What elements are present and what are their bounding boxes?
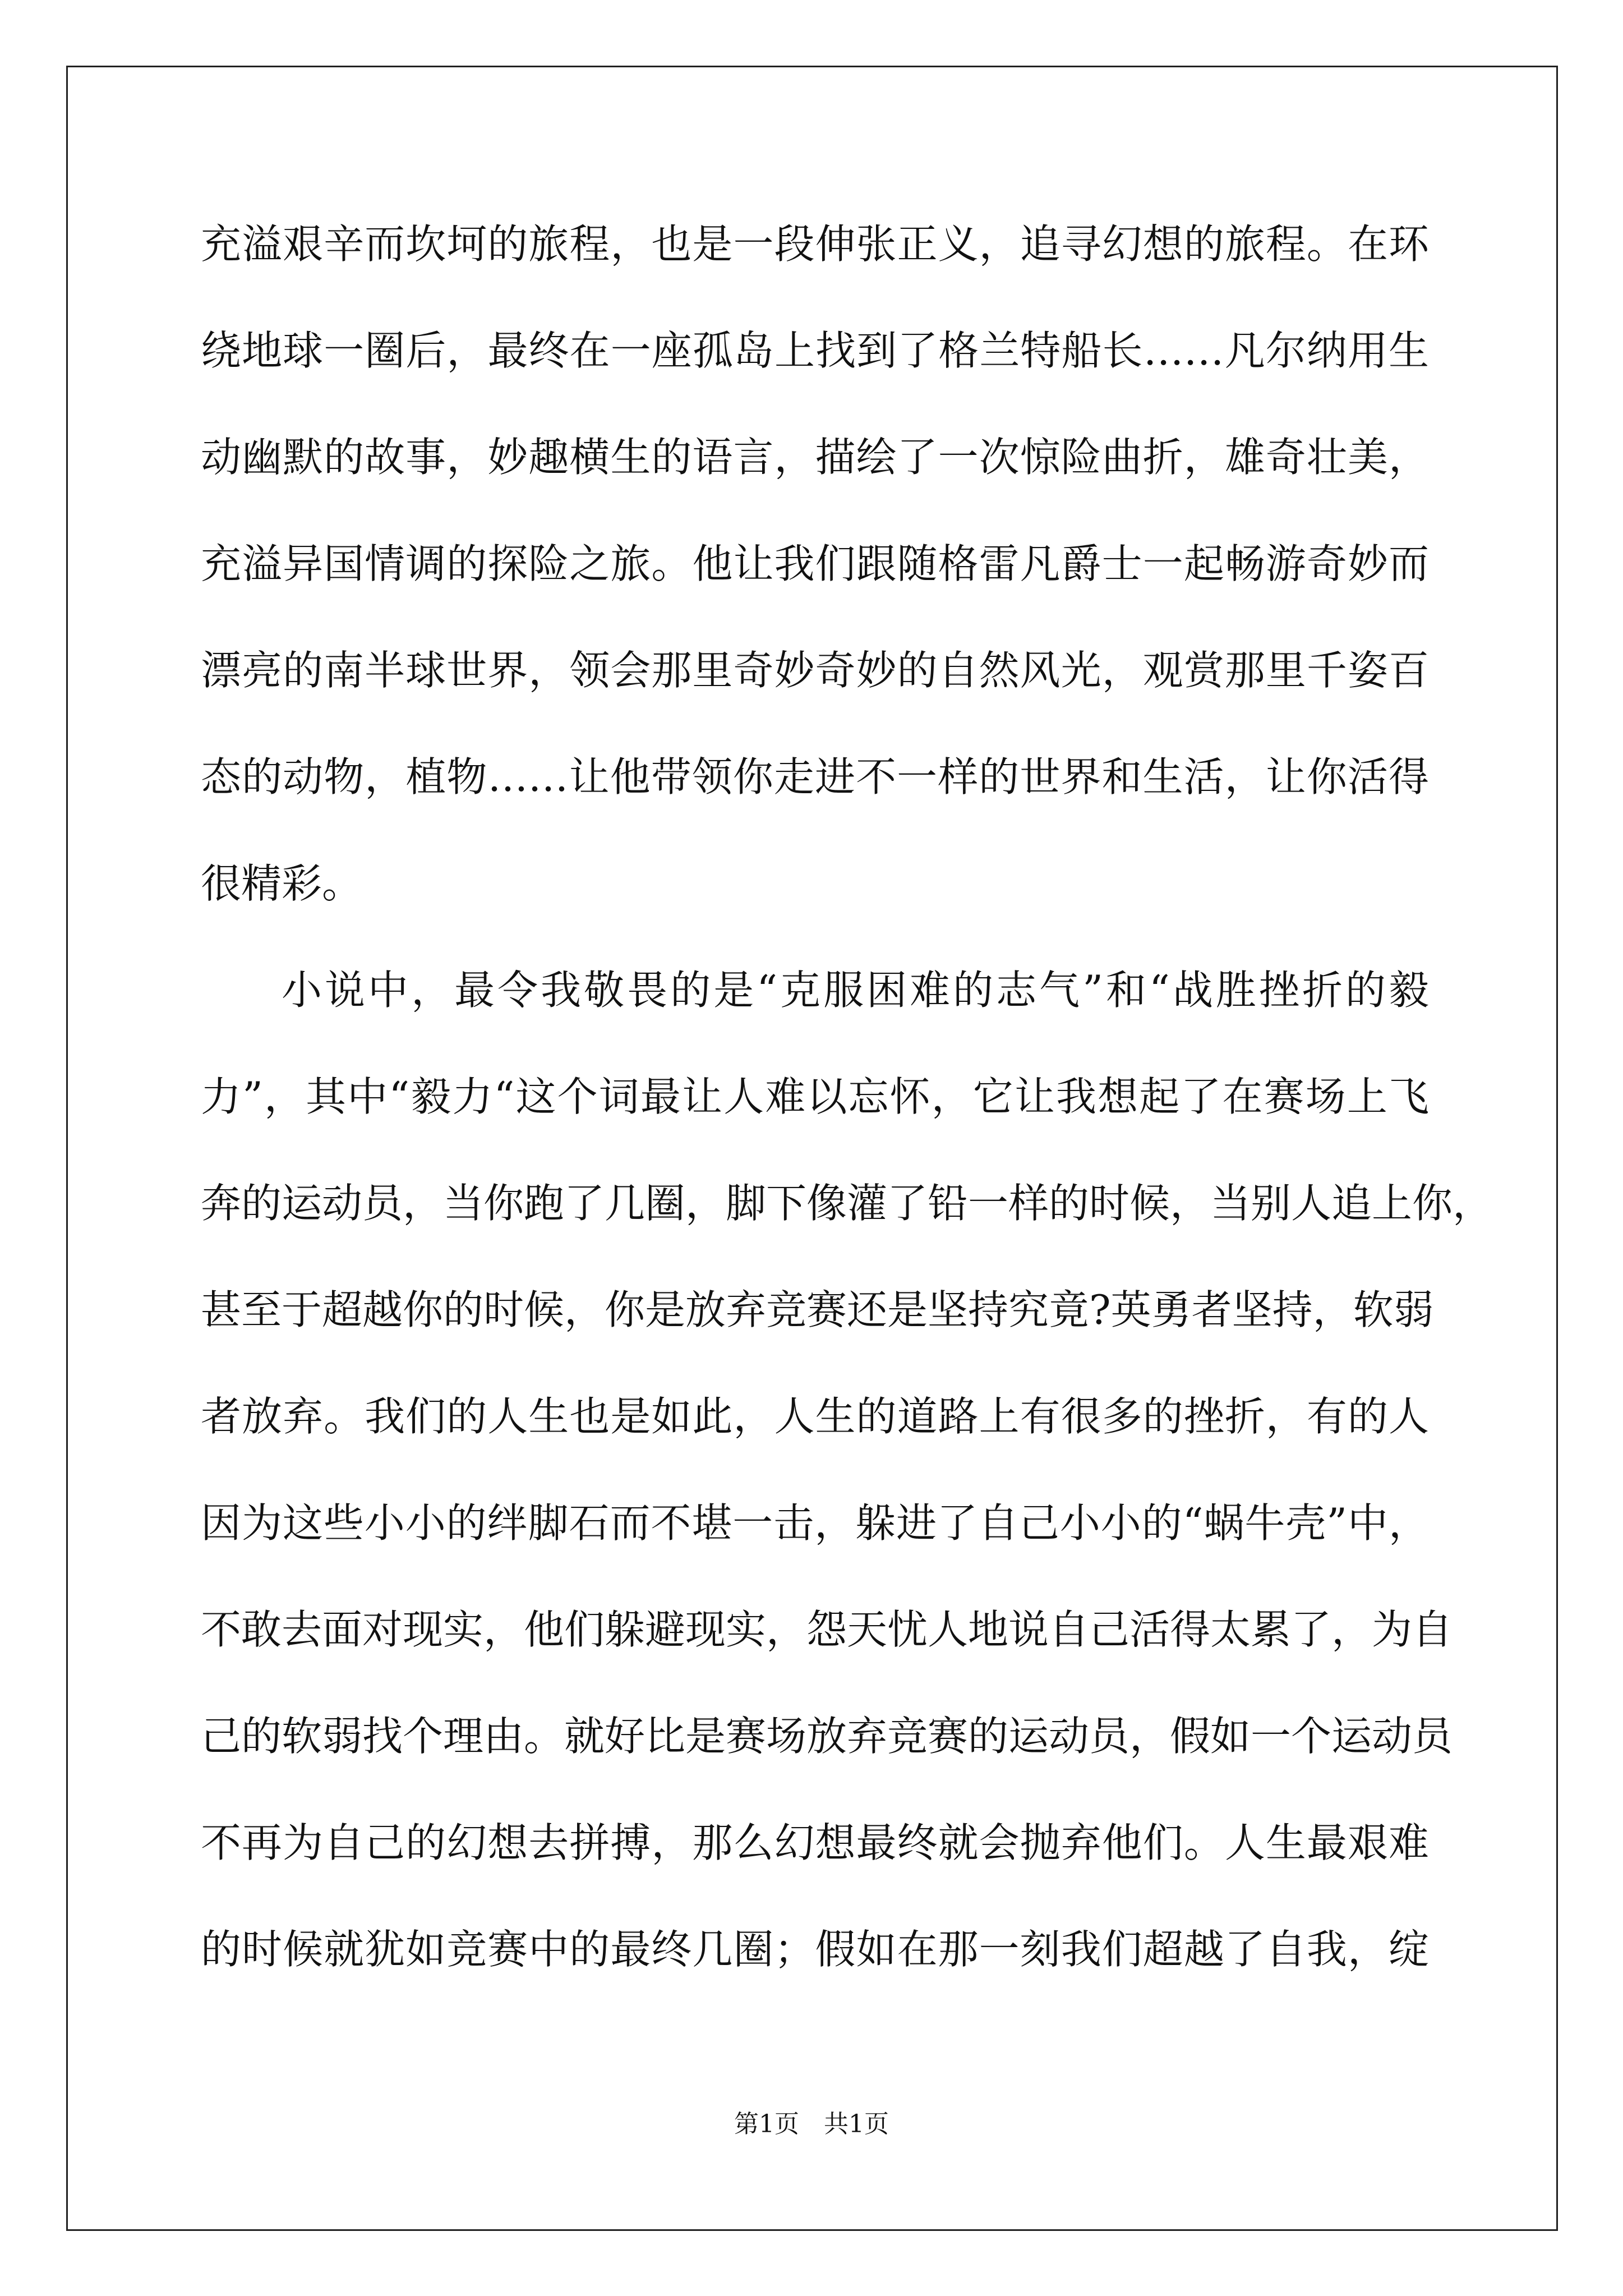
text-line: 者放弃。我们的人生也是如此，人生的道路上有很多的挫折，有的人 [201,1393,1429,1440]
text-line: 绕地球一圈后，最终在一座孤岛上找到了格兰特船长……凡尔纳用生 [201,327,1429,374]
text-line: 奔的运动员，当你跑了几圈，脚下像灌了铅一样的时候，当别人追上你， [201,1180,1493,1227]
page-footer [0,2104,1623,2139]
text-line: 己的软弱找个理由。就好比是赛场放弃竞赛的运动员，假如一个运动员 [201,1713,1453,1760]
text-line: 动幽默的故事，妙趣横生的语言，描绘了一次惊险曲折，雄奇壮美， [201,434,1429,481]
text-line: 充溢异国情调的探险之旅。他让我们跟随格雷凡爵士一起畅游奇妙而 [201,540,1429,587]
text-line: 甚至于超越你的时候，你是放弃竞赛还是坚持究竟?英勇者坚持，软弱 [201,1286,1434,1333]
text-line: 力”，其中“毅力“这个词最让人难以忘怀，它让我想起了在赛场上飞 [201,1073,1429,1120]
text-line: 不敢去面对现实，他们躲避现实，怨天忧人地说自己活得太累了，为自 [201,1606,1453,1653]
text-line: 漂亮的南半球世界，领会那里奇妙奇妙的自然风光，观赏那里千姿百 [201,647,1429,694]
text-line: 因为这些小小的绊脚石而不堪一击，躲进了自己小小的“蜗牛壳”中， [201,1499,1429,1547]
text-line: 小说中，最令我敬畏的是“克服困难的志气”和“战胜挫折的毅 [282,967,1429,1014]
document-body [201,202,1493,2014]
text-line: 充溢艰辛而坎坷的旅程，也是一段伸张正义，追寻幻想的旅程。在环 [201,220,1429,268]
text-line: 很精彩。 [201,860,363,907]
page-number-label: 第1页 共1页 [734,2110,889,2138]
text-line: 不再为自己的幻想去拼搏，那么幻想最终就会抛弃他们。人生最艰难 [201,1819,1429,1866]
text-line: 态的动物，植物……让他带领你走进不一样的世界和生活，让你活得 [201,753,1429,800]
paragraph-1 [201,202,1429,948]
paragraph-2 [201,948,1493,2014]
text-line: 的时候就犹如竞赛中的最终几圈；假如在那一刻我们超越了自我，绽 [201,1926,1429,1973]
